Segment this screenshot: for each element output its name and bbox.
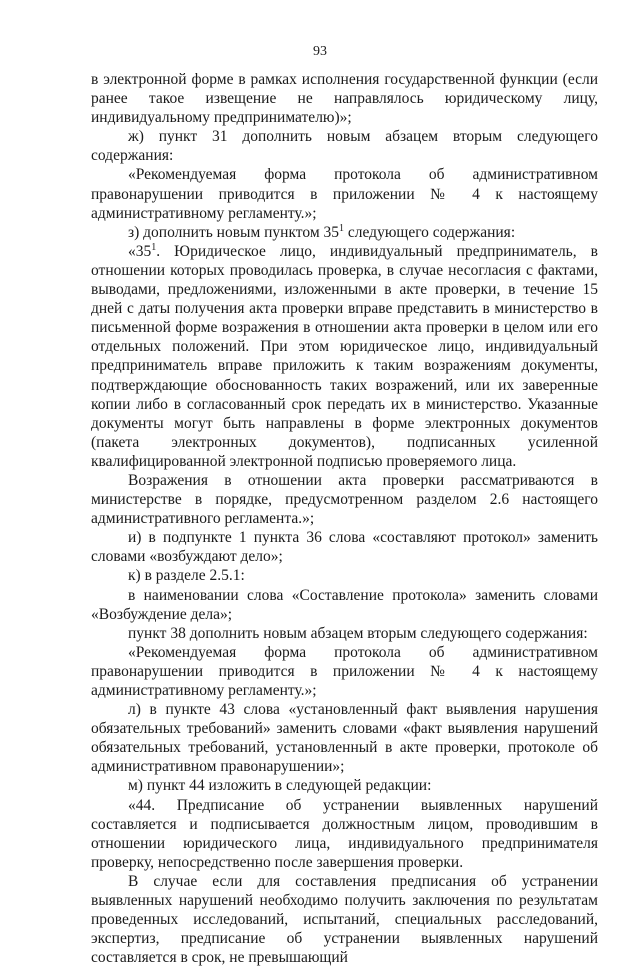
paragraph bbox=[91, 700, 598, 776]
paragraph bbox=[91, 624, 598, 643]
paragraph bbox=[91, 586, 598, 624]
paragraph-text-continued: . Юридическое лицо, индивидуальный предприниматель, в отношении которых проводилась проверка, в случае несогласия с фактами, выводами, предложениями, изложенными в акте проверки, в течение 15 дней с даты получения акта проверки вправе представить в министерство в письменной форме возражения в отношении акта проверки в целом или его отдельных положений. При этом юридическое лицо, индивидуальный предприниматель вправе приложить к таким возражениям документы, подтверждающие обоснованность таких возражений, или их заверенные копии либо в согласованный срок передать их в министерство. Указанные документы могут быть направлены в форме электронных документов (пакета электронных документов), подписанных усиленной квалифицированной электронной подписью проверяемого лица. bbox=[91, 242, 598, 470]
paragraph-text: и) в подпункте 1 пункта 36 слова «составляют протокол» заменить словами «возбуждают дело»; bbox=[91, 529, 598, 566]
paragraph bbox=[91, 223, 598, 242]
paragraph-text: з) дополнить новым пунктом 35 bbox=[128, 223, 340, 241]
paragraph bbox=[91, 566, 598, 585]
paragraph bbox=[91, 70, 598, 127]
paragraph bbox=[91, 872, 598, 967]
superscript: 1 bbox=[151, 241, 157, 253]
paragraph bbox=[91, 776, 598, 795]
document-body bbox=[91, 70, 598, 967]
paragraph-text: «Рекомендуемая форма протокола об административном правонарушении приводится в приложении № 4 к настоящему административному регламенту.»; bbox=[91, 643, 598, 699]
paragraph bbox=[91, 796, 598, 872]
paragraph bbox=[91, 643, 598, 700]
paragraph bbox=[91, 471, 598, 528]
paragraph-text: л) в пункте 43 слова «установленный факт выявления нарушения обязательных требований» заменить словами «факт выявления нарушений обязательных требований, установленный в акте проверки, протоколе об административном правонарушении»; bbox=[91, 701, 598, 776]
paragraph-text: В случае если для составления предписания об устранении выявленных нарушений необходимо получить заключения по результатам проведенных исследований, испытаний, специальных расследований, экспертиз, предписание об устранении выявленных нарушений составляется в срок, не превышающий bbox=[91, 872, 598, 967]
paragraph-text: Возражения в отношении акта проверки рассматриваются в министерстве в порядке, предусмотренном разделом 2.6 настоящего административного регламента.»; bbox=[91, 471, 598, 528]
paragraph-text: в наименовании слова «Составление протокола» заменить словами «Возбуждение дела»; bbox=[91, 586, 598, 623]
paragraph-text: «44. Предписание об устранении выявленных нарушений составляется и подписывается должностным лицом, проводившим в отношении юридического лица, индивидуального предпринимателя проверку, непосредственно после завершения проверки. bbox=[91, 796, 598, 871]
paragraph-text: в электронной форме в рамках исполнения государственной функции (если ранее такое извещение не направлялось юридическому лицу, индивидуальному предпринимателю)»; bbox=[91, 71, 598, 127]
superscript: 1 bbox=[339, 222, 345, 234]
paragraph-text: пункт 38 дополнить новым абзацем вторым следующего содержания: bbox=[128, 624, 588, 642]
paragraph-text: к) в разделе 2.5.1: bbox=[128, 567, 245, 585]
paragraph bbox=[91, 528, 598, 566]
paragraph-text: ж) пункт 31 дополнить новым абзацем вторым следующего содержания: bbox=[91, 128, 598, 165]
paragraph bbox=[91, 242, 598, 471]
paragraph-text: «35 bbox=[128, 242, 152, 260]
paragraph-text: «Рекомендуемая форма протокола об административном правонарушении приводится в приложении № 4 к настоящему административному регламенту.»; bbox=[91, 166, 598, 222]
page-number: 93 bbox=[313, 44, 327, 59]
paragraph-text-continued: следующего содержания: bbox=[344, 223, 516, 241]
paragraph-text: м) пункт 44 изложить в следующей редакции: bbox=[128, 777, 432, 795]
paragraph bbox=[91, 127, 598, 165]
paragraph bbox=[91, 165, 598, 222]
